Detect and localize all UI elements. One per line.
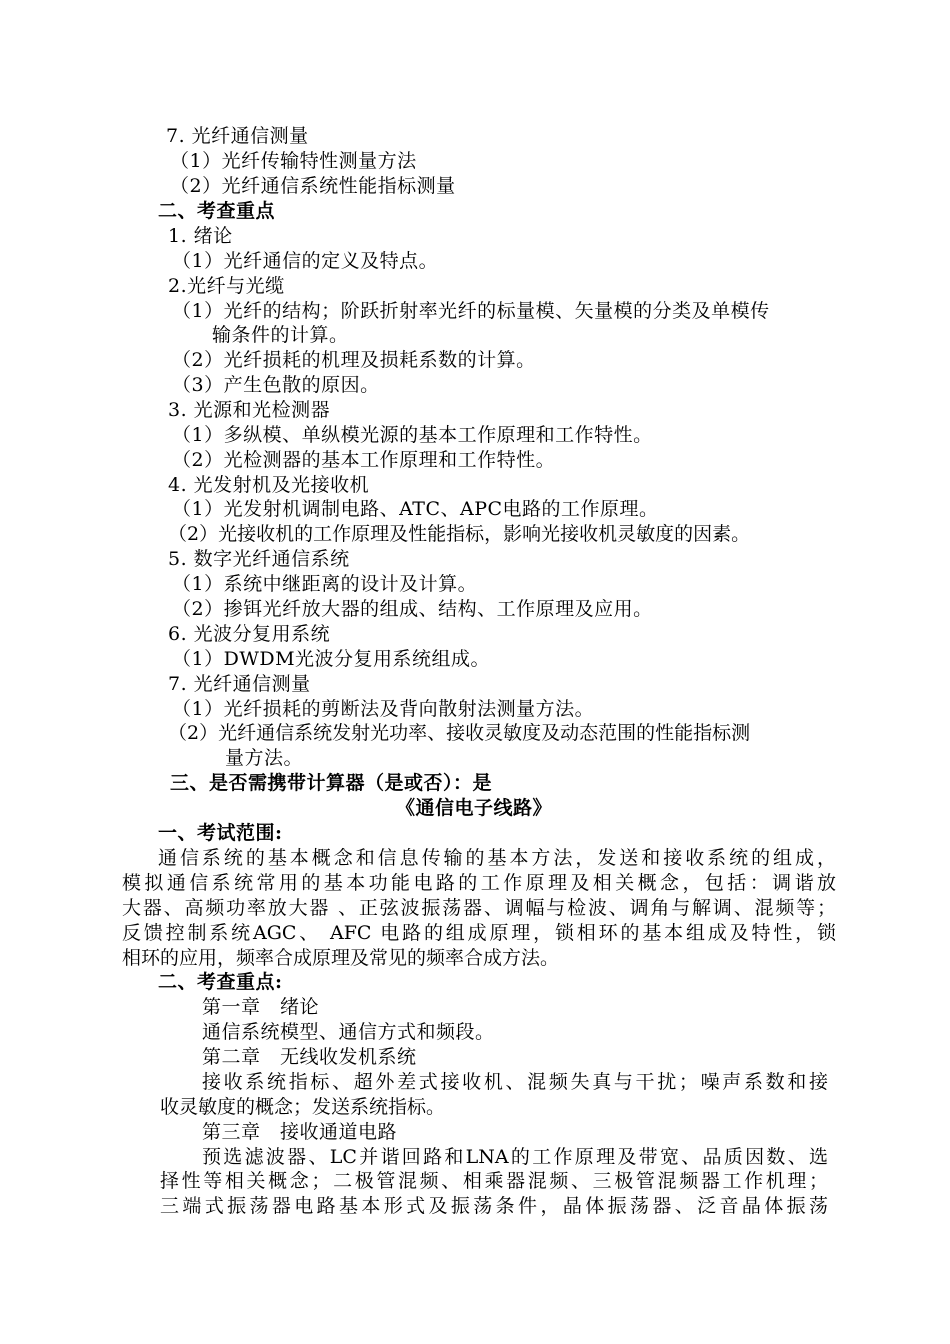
focus-heading: 二、考查重点 (158, 200, 276, 222)
focus-line: 7. 光纤通信测量 (168, 673, 311, 695)
chapter-text: 接收系统指标、超外差式接收机、混频失真与干扰；噪声系数和接 (202, 1071, 828, 1093)
focus-line: （3）产生色散的原因。 (172, 374, 380, 396)
focus-line: （2）光纤损耗的机理及损耗系数的计算。 (172, 349, 536, 371)
focus-line: 3. 光源和光检测器 (168, 399, 331, 421)
focus-line: （1）光纤通信的定义及特点。 (172, 250, 439, 272)
range-paragraph-line: 通信系统的基本概念和信息传输的基本方法，发送和接收系统的组成， (158, 847, 836, 869)
focus-line: （2）光接收机的工作原理及性能指标，影响光接收机灵敏度的因素。 (168, 523, 751, 545)
range-paragraph-line: 模拟通信系统常用的基本功能电路的工作原理及相关概念，包括：调谐放 (122, 872, 836, 894)
range-paragraph-line: 大器、高频功率放大器 、正弦波振荡器、调幅与检波、调角与解调、混频等； (122, 897, 836, 919)
focus-line: 1. 绪论 (168, 225, 233, 247)
calculator-note: 三、是否需携带计算器（是或否）：是 (170, 772, 493, 794)
focus-line: （2）光检测器的基本工作原理和工作特性。 (172, 449, 556, 471)
chapter-heading: 第三章 接收通道电路 (202, 1121, 398, 1143)
focus-line: 2.光纤与光缆 (168, 275, 285, 297)
chapter-heading: 第一章 绪论 (202, 996, 320, 1018)
chapter-text: 三端式振荡器电路基本形式及振荡条件，晶体振荡器、泛音晶体振荡 (160, 1195, 828, 1217)
section-item-7-2: （2）光纤通信系统性能指标测量 (170, 175, 456, 197)
range-paragraph-line: 相环的应用，频率合成原理及常见的频率合成方法。 (122, 947, 560, 969)
focus-line: 5. 数字光纤通信系统 (168, 548, 350, 570)
chapter-text: 通信系统模型、通信方式和频段。 (202, 1021, 495, 1043)
focus-line: （2）掺铒光纤放大器的组成、结构、工作原理及应用。 (172, 598, 653, 620)
range-heading: 一、考试范围: (158, 822, 283, 844)
chapter-text: 收灵敏度的概念；发送系统指标。 (160, 1096, 446, 1118)
focus-line: （1）DWDM光波分复用系统组成。 (172, 648, 491, 670)
focus-line: （1）光发射机调制电路、ATC、APC电路的工作原理。 (172, 498, 659, 520)
section-item-7-1: （1）光纤传输特性测量方法 (170, 150, 417, 172)
chapter-text: 择性等相关概念；二极管混频、相乘器混频、三极管混频器工作机理； (160, 1170, 828, 1192)
focus-line: （1）光纤损耗的剪断法及背向散射法测量方法。 (172, 698, 595, 720)
focus-line: 量方法。 (225, 747, 304, 769)
focus-line: 6. 光波分复用系统 (168, 623, 331, 645)
focus-line: 输条件的计算。 (212, 324, 349, 346)
section-item-7: 7. 光纤通信测量 (166, 125, 309, 147)
ecl-focus-heading: 二、考查重点: (158, 971, 283, 993)
course-title: 《通信电子线路》 (396, 797, 553, 819)
focus-line: （1）多纵模、单纵模光源的基本工作原理和工作特性。 (172, 424, 653, 446)
focus-line: （1）系统中继距离的设计及计算。 (172, 573, 478, 595)
chapter-heading: 第二章 无线收发机系统 (202, 1046, 417, 1068)
chapter-text: 预选滤波器、LC并谐回路和LNA的工作原理及带宽、品质因数、选 (202, 1146, 828, 1168)
focus-line: 4. 光发射机及光接收机 (168, 474, 370, 496)
focus-line: （1）光纤的结构；阶跃折射率光纤的标量模、矢量模的分类及单模传 (172, 300, 770, 322)
range-paragraph-line: 反馈控制系统AGC、 AFC 电路的组成原理，锁相环的基本组成及特性，锁 (122, 922, 836, 944)
focus-line: （2）光纤通信系统发射光功率、接收灵敏度及动态范围的性能指标测 (168, 722, 751, 744)
